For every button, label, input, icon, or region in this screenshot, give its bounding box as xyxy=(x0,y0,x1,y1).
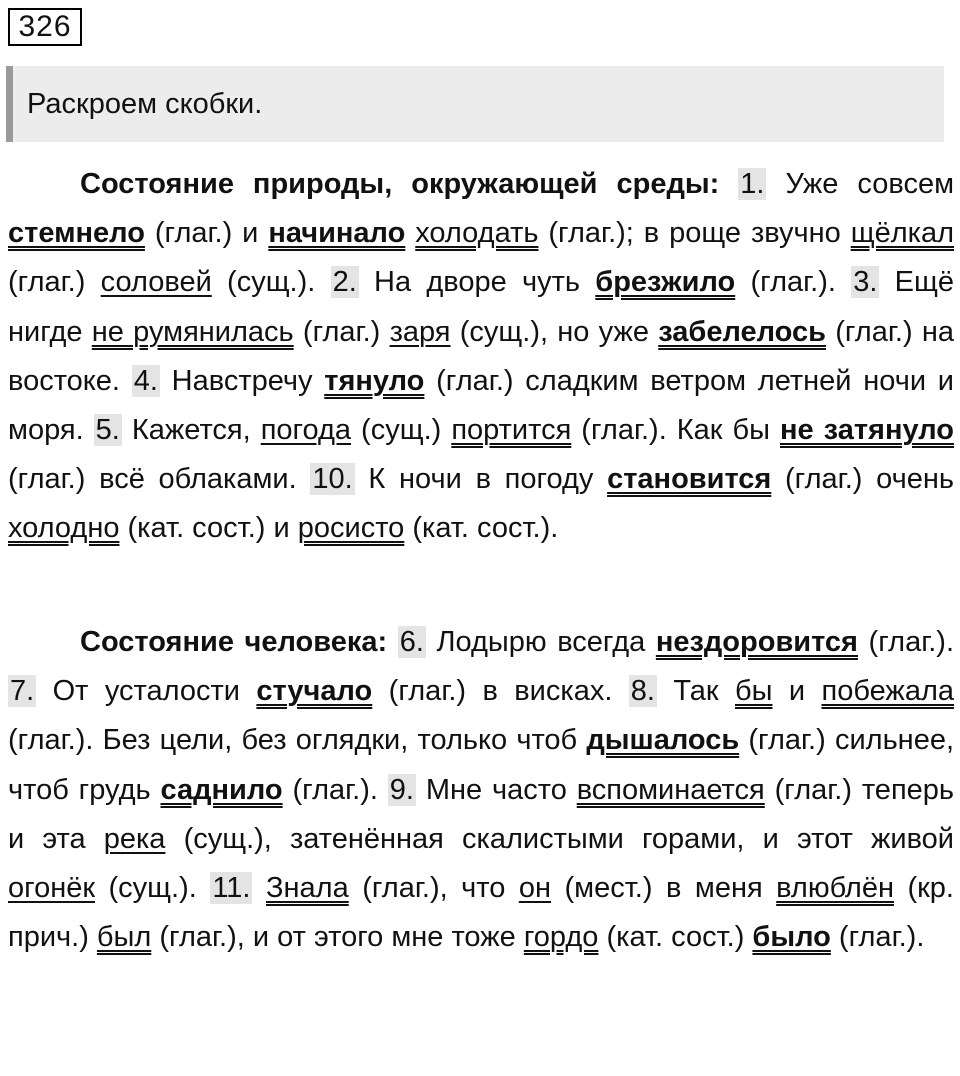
predicate-bold: саднило xyxy=(160,773,283,806)
predicate-word: портится xyxy=(451,414,572,447)
paragraph-heading: Состояние человека: xyxy=(80,626,388,658)
predicate-bold: было xyxy=(752,921,831,954)
text-run xyxy=(405,217,415,249)
instruction-banner xyxy=(6,66,944,142)
text-run: Мне часто xyxy=(415,773,577,806)
sentence-number: 3. xyxy=(853,266,878,299)
predicate-bold: становится xyxy=(607,463,772,496)
paragraph-person xyxy=(8,618,954,962)
text-run: (глаг.). Без цели, без оглядки, только чтоб xyxy=(8,724,587,757)
text-run: (глаг.) и xyxy=(144,217,269,250)
text-run: Ещё нигде xyxy=(8,266,954,348)
paragraph-nature xyxy=(8,160,954,554)
text-run: К ночи в погоду xyxy=(354,463,608,496)
text-run: (глаг.) xyxy=(8,266,101,299)
text-run: (сущ.), но уже xyxy=(450,315,659,348)
predicate-bold: нездоровится xyxy=(655,626,858,658)
sentence-number: 11. xyxy=(212,872,251,905)
predicate-word: Знала xyxy=(265,872,349,905)
sentence-number: 5. xyxy=(95,414,120,447)
text-run xyxy=(387,626,398,658)
text-run: (глаг.) всё облаками. xyxy=(8,463,311,496)
sentence-number: 9. xyxy=(389,773,414,806)
subject-word: река xyxy=(103,822,166,855)
sentence-number: 7. xyxy=(10,675,35,708)
text-run: На дворе чуть xyxy=(358,266,596,299)
text-run: (глаг.) на востоке. xyxy=(8,315,954,397)
text-run: Лодырю всегда xyxy=(425,626,656,658)
predicate-bold: тянуло xyxy=(324,364,425,397)
text-run: (кат. сост.). xyxy=(404,512,559,545)
predicate-word: влюблён xyxy=(776,872,894,905)
predicate-bold: дышалось xyxy=(586,724,740,757)
instruction-text: Раскроем скобки. xyxy=(27,88,263,120)
text-run: (сущ.), затенённая скалистыми горами, и этот живой xyxy=(165,822,954,855)
predicate-bold: стучало xyxy=(256,675,373,708)
subject-word: огонёк xyxy=(8,872,96,905)
predicate-bold: начинало xyxy=(268,217,406,250)
text-run: (глаг.), что xyxy=(348,872,519,905)
text-run: (глаг.). Как бы xyxy=(571,414,780,447)
predicate-word: холодно xyxy=(8,512,120,545)
text-run: (глаг.) сладким ветром летней ночи и моря. xyxy=(8,364,954,447)
text-run: (кр. прич.) xyxy=(8,872,954,954)
text-run: (глаг.). xyxy=(735,266,852,299)
text-run: (глаг.); в роще звучно xyxy=(538,217,851,250)
predicate-word: вспоминается xyxy=(576,773,765,806)
predicate-word: был xyxy=(96,921,152,954)
text-run: Так xyxy=(656,675,736,708)
text-run: Кажется, xyxy=(121,414,261,447)
predicate-word: побежала xyxy=(821,675,954,708)
paragraph-body xyxy=(8,626,954,953)
text-run: Уже совсем xyxy=(766,168,955,200)
sentence-number: 6. xyxy=(399,626,424,658)
sentence-number: 10. xyxy=(312,463,353,496)
sentence-number: 2. xyxy=(332,266,357,299)
text-run: (сущ.). xyxy=(95,872,211,905)
text-run: и xyxy=(772,675,822,708)
text-run: (глаг.). xyxy=(830,921,925,954)
text-run: (глаг.) теперь и эта xyxy=(8,773,955,855)
paragraph-heading: Состояние природы, окружающей среды: xyxy=(80,168,720,200)
text-run: (глаг.). xyxy=(282,773,388,806)
sentence-number: 1. xyxy=(740,168,765,200)
text-run: Навстречу xyxy=(159,364,325,397)
predicate-word: щёлкал xyxy=(850,217,954,250)
predicate-word: не румянилась xyxy=(91,315,294,348)
text-run: (мест.) в меня xyxy=(551,872,777,905)
text-run: От усталости xyxy=(36,675,257,708)
predicate-word: бы xyxy=(735,675,773,708)
text-run: (сущ.). xyxy=(211,266,331,299)
text-run: (сущ.) xyxy=(351,414,452,447)
text-run: (глаг.), и от этого мне тоже xyxy=(151,921,524,954)
predicate-bold: стемнело xyxy=(8,217,145,250)
predicate-bold: не затянуло xyxy=(780,414,954,447)
predicate-word: холодать xyxy=(415,217,539,250)
text-run: (кат. сост.) и xyxy=(119,512,298,545)
text-run: (глаг.) в висках. xyxy=(372,675,629,708)
subject-word: он xyxy=(518,872,551,905)
predicate-bold: брезжило xyxy=(595,266,736,299)
subject-word: погода xyxy=(260,414,352,447)
subject-word: заря xyxy=(389,315,451,348)
predicate-bold: забелелось xyxy=(658,315,826,348)
text-run: (глаг.) xyxy=(293,315,390,348)
text-run: (глаг.) сильнее, чтоб грудь xyxy=(8,724,955,806)
text-run: (кат. сост.) xyxy=(598,921,753,954)
text-run xyxy=(252,872,266,904)
sentence-number: 8. xyxy=(630,675,655,708)
task-number: 326 xyxy=(8,8,82,46)
text-run: (глаг.) очень xyxy=(771,463,954,496)
paragraph-body xyxy=(8,168,954,544)
predicate-word: гордо xyxy=(523,921,599,954)
text-run xyxy=(719,168,738,200)
subject-word: соловей xyxy=(100,266,212,299)
text-run: (глаг.). xyxy=(857,626,955,658)
sentence-number: 4. xyxy=(133,364,158,397)
predicate-word: росисто xyxy=(297,512,405,545)
